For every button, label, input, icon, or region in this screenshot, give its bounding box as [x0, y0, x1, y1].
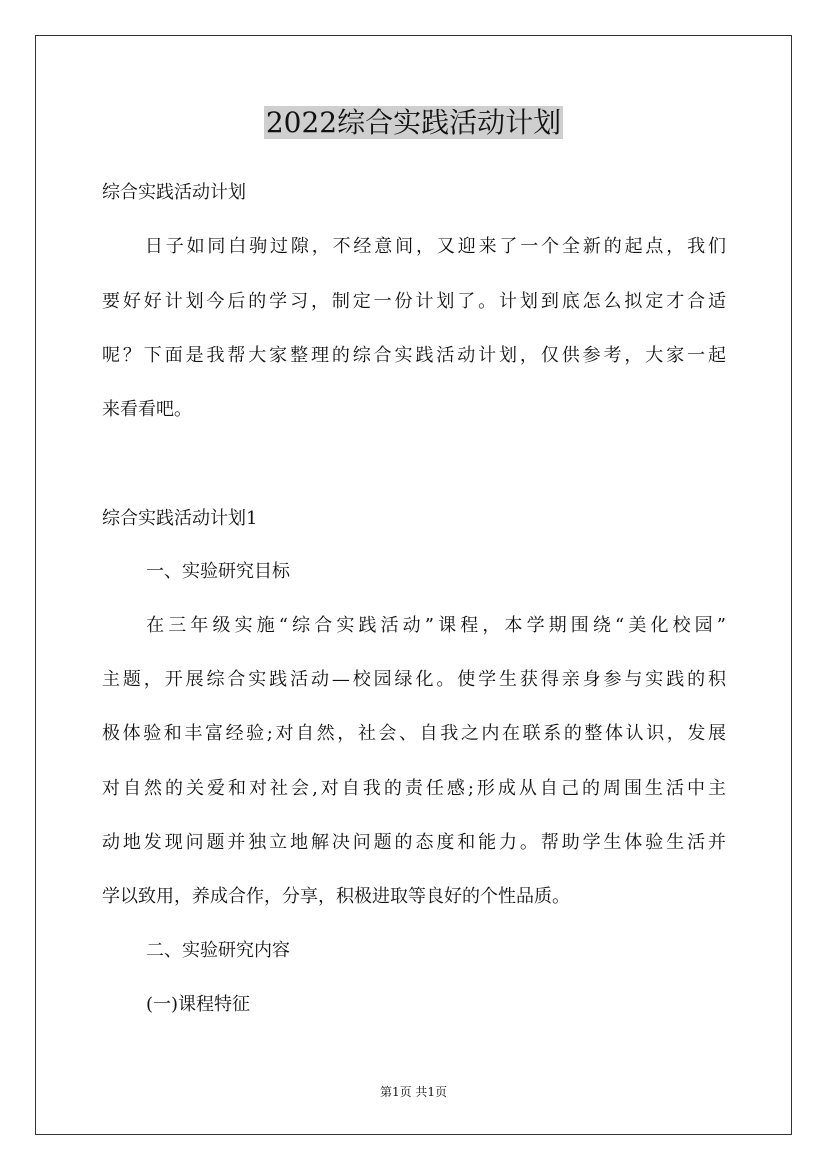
- body-line-4: 对自然的关爱和对社会,对自我的责任感;形成从自己的周围生活中主: [102, 778, 726, 799]
- body-line-2: 主题，开展综合实践活动—校园绿化。使学生获得亲身参与实践的积: [102, 669, 726, 690]
- intro-line-4: 来看看吧。: [102, 399, 192, 420]
- page-footer: 第1页 共1页: [379, 1085, 448, 1099]
- document-title-text: 2022综合实践活动计划: [265, 106, 562, 139]
- intro-line-1: [102, 235, 726, 259]
- section-1-title: 综合实践活动计划1: [102, 508, 258, 529]
- body-line-1-text: 在三年级实施“综合实践活动”课程，本学期围绕“美化校园”: [142, 615, 726, 636]
- heading-goals: 一、实验研究目标: [146, 561, 290, 582]
- body-line-3: 极体验和丰富经验;对自然，社会、自我之内在联系的整体认识，发展: [102, 723, 726, 744]
- body-line-5: 动地发现问题并独立地解决问题的态度和能力。帮助学生体验生活并: [102, 832, 726, 853]
- document-subtitle: 综合实践活动计划: [102, 182, 246, 203]
- document-title: [0, 103, 827, 143]
- heading-content: 二、实验研究内容: [146, 940, 290, 961]
- intro-line-2: 要好好计划今后的学习，制定一份计划了。计划到底怎么拟定才合适: [102, 291, 726, 312]
- body-line-6: 学以致用，养成合作，分享，积极进取等良好的个性品质。: [102, 886, 570, 907]
- intro-line-1-text: 日子如同白驹过隙，不经意间，又迎来了一个全新的起点，我们: [142, 236, 726, 257]
- body-line-1: [102, 614, 726, 638]
- heading-course-features: (一)课程特征: [146, 994, 251, 1015]
- intro-line-3: 呢？下面是我帮大家整理的综合实践活动计划，仅供参考，大家一起: [102, 345, 726, 366]
